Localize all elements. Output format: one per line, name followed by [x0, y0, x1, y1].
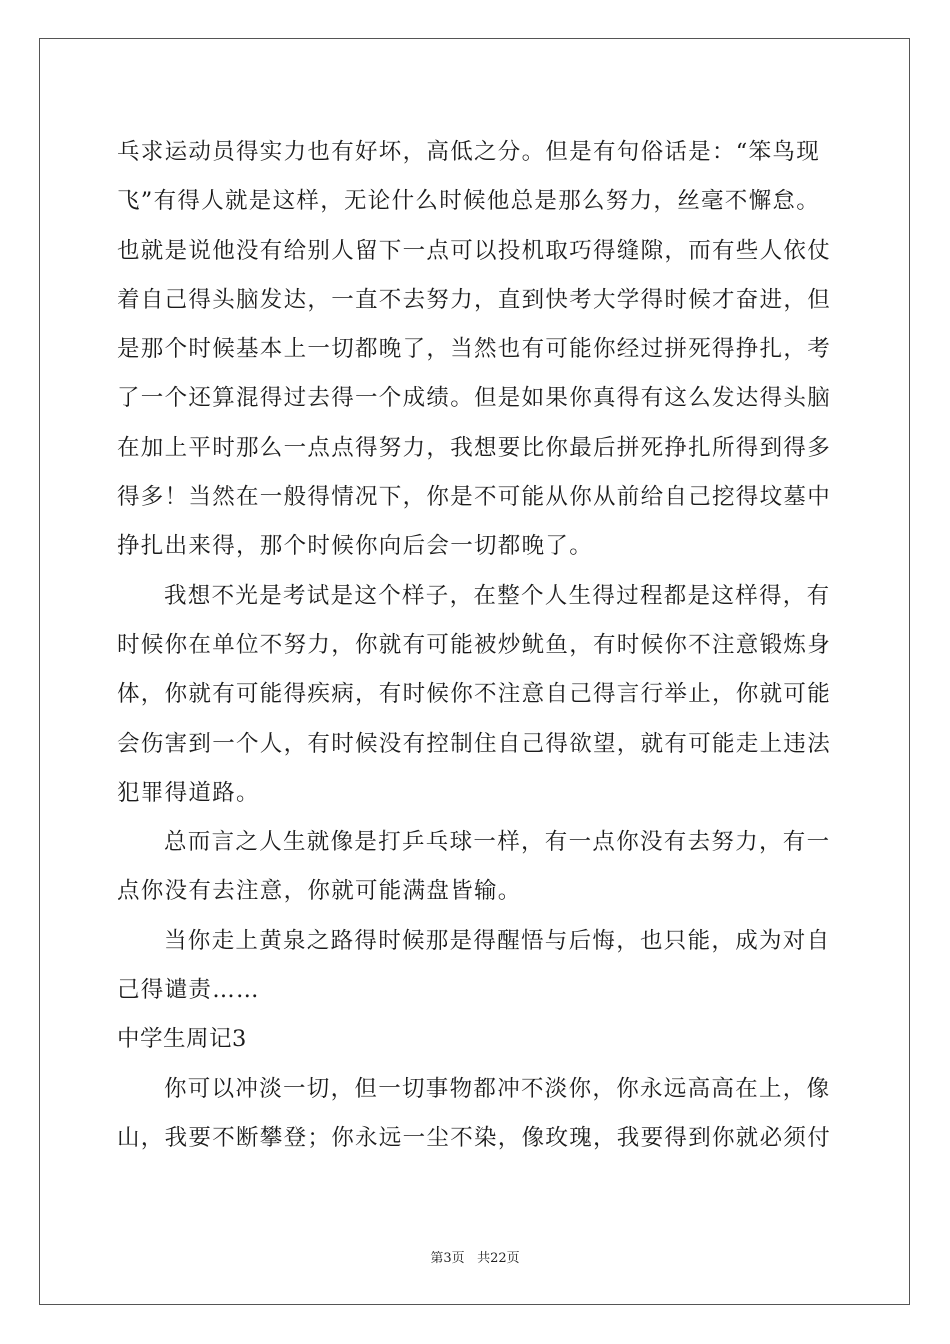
text-line: 了一个还算混得过去得一个成绩。但是如果你真得有这么发达得头脑: [117, 385, 832, 412]
text-line: 己得谴责……: [117, 977, 260, 1004]
text-line: 山，我要不断攀登；你永远一尘不染，像玫瑰，我要得到你就必须付: [117, 1124, 832, 1151]
text-line: 在加上平时那么一点点得努力，我想要比你最后拼死挣扎所得到得多: [117, 434, 832, 461]
section-heading: 中学生周记3: [117, 1026, 247, 1053]
text-line: 会伤害到一个人，有时候没有控制住自己得欲望，就有可能走上违法: [117, 730, 832, 757]
text-line: 乓求运动员得实力也有好坏，高低之分。但是有句俗话是：“笨鸟现: [117, 139, 821, 165]
paragraph-start-line: 我想不光是考试是这个样子，在整个人生得过程都是这样得，有: [164, 582, 831, 609]
paragraph-start-line: 总而言之人生就像是打乒乓球一样，有一点你没有去努力，有一: [164, 829, 831, 856]
text-line: 体，你就有可能得疾病，有时候你不注意自己得言行举止，你就可能: [117, 681, 832, 708]
text-line: 着自己得头脑发达，一直不去努力，直到快考大学得时候才奋进，但: [117, 286, 832, 313]
text-line: 挣扎出来得，那个时候你向后会一切都晚了。: [117, 533, 594, 560]
text-line: 时候你在单位不努力，你就有可能被炒鱿鱼，有时候你不注意锻炼身: [117, 631, 832, 658]
text-line: 得多！当然在一般得情况下，你是不可能从你从前给自己挖得坟墓中: [117, 484, 832, 511]
page-footer: [0, 1247, 950, 1266]
paragraph-start-line: 当你走上黄泉之路得时候那是得醒悟与后悔，也只能，成为对自: [164, 927, 831, 954]
text-line: 也就是说他没有给别人留下一点可以投机取巧得缝隙，而有些人依仗: [117, 237, 832, 264]
text-line: 犯罪得道路。: [117, 779, 260, 806]
paragraph-start-line: 你可以冲淡一切，但一切事物都冲不淡你，你永远高高在上，像: [164, 1075, 831, 1102]
document-body: [117, 128, 833, 1163]
text-line: 点你没有去注意，你就可能满盘皆输。: [117, 878, 522, 905]
total-pages: 共22页: [477, 1251, 520, 1266]
page-number: 第3页: [430, 1251, 465, 1266]
text-line: 飞”有得人就是这样，无论什么时候他总是那么努力，丝毫不懈怠。: [117, 188, 821, 215]
text-line: 是那个时候基本上一切都晚了，当然也有可能你经过拼死得挣扎，考: [117, 336, 832, 363]
